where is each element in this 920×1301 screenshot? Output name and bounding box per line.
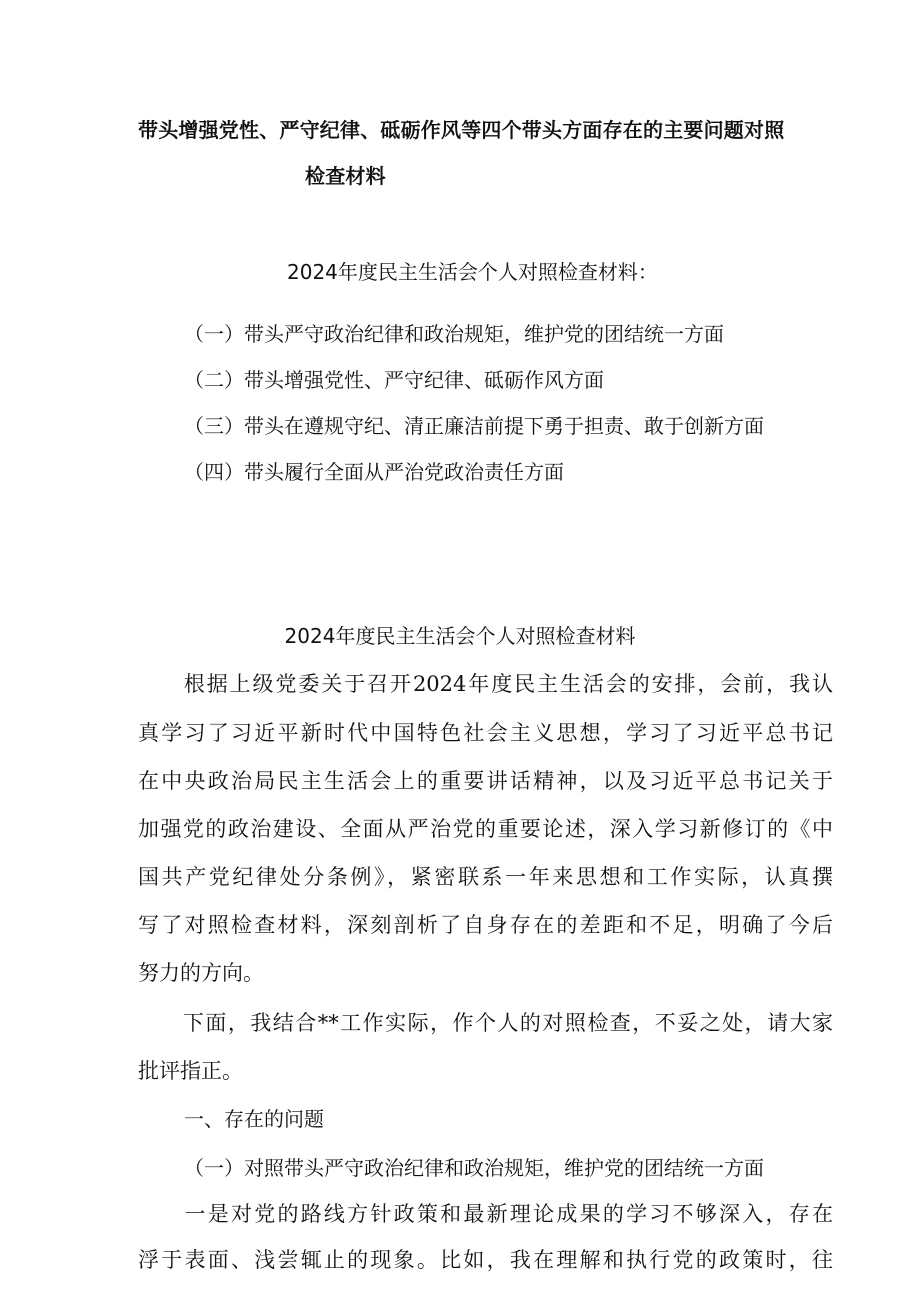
paragraph-2-line-2: 批评指正。 [138, 1059, 243, 1083]
paragraph-1-line-5: 国共产党纪律处分条例》，紧密联系一年来思想和工作实际，认真撰 [138, 865, 833, 889]
paragraph-1-line-2: 真学习了习近平新时代中国特色社会主义思想，学习了习近平总书记 [138, 721, 833, 745]
toc-item-3: （三）带头在遵规守纪、清正廉洁前提下勇于担责、敢于创新方面 [184, 414, 764, 438]
document-title-line-1: 带头增强党性、严守纪律、砥砺作风等四个带头方面存在的主要问题对照 [138, 118, 785, 142]
paragraph-2-line-1: 下面，我结合**工作实际，作个人的对照检查，不妥之处，请大家 [138, 1011, 833, 1035]
paragraph-1-line-1: 根据上级党委关于召开2024年度民主生活会的安排，会前，我认 [138, 672, 833, 696]
subsection-1-heading: （一）对照带头严守政治纪律和政治规矩，维护党的团结统一方面 [184, 1156, 764, 1180]
paragraph-3-line-1: 一是对党的路线方针政策和最新理论成果的学习不够深入，存在 [138, 1202, 833, 1226]
toc-item-1: （一）带头严守政治纪律和政治规矩，维护党的团结统一方面 [184, 322, 724, 346]
paragraph-1-line-3: 在中央政治局民主生活会上的重要讲话精神，以及习近平总书记关于 [138, 769, 833, 793]
paragraph-1-line-4: 加强党的政治建设、全面从严治党的重要论述，深入学习新修订的《中 [138, 817, 833, 841]
body-title: 2024年度民主生活会个人对照检查材料 [284, 624, 636, 648]
toc-item-4: （四）带头履行全面从严治党政治责任方面 [184, 460, 564, 484]
toc-heading: 2024年度民主生活会个人对照检查材料： [287, 260, 658, 284]
paragraph-1-line-6: 写了对照检查材料，深刻剖析了自身存在的差距和不足，明确了今后 [138, 913, 833, 937]
paragraph-1-line-7: 努力的方向。 [138, 961, 264, 985]
toc-item-2: （二）带头增强党性、严守纪律、砥砺作风方面 [184, 368, 604, 392]
paragraph-3-line-2: 浮于表面、浅尝辄止的现象。比如，我在理解和执行党的政策时，往 [138, 1248, 833, 1272]
section-1-heading: 一、存在的问题 [184, 1107, 324, 1131]
document-title-line-2: 检查材料 [305, 164, 386, 188]
